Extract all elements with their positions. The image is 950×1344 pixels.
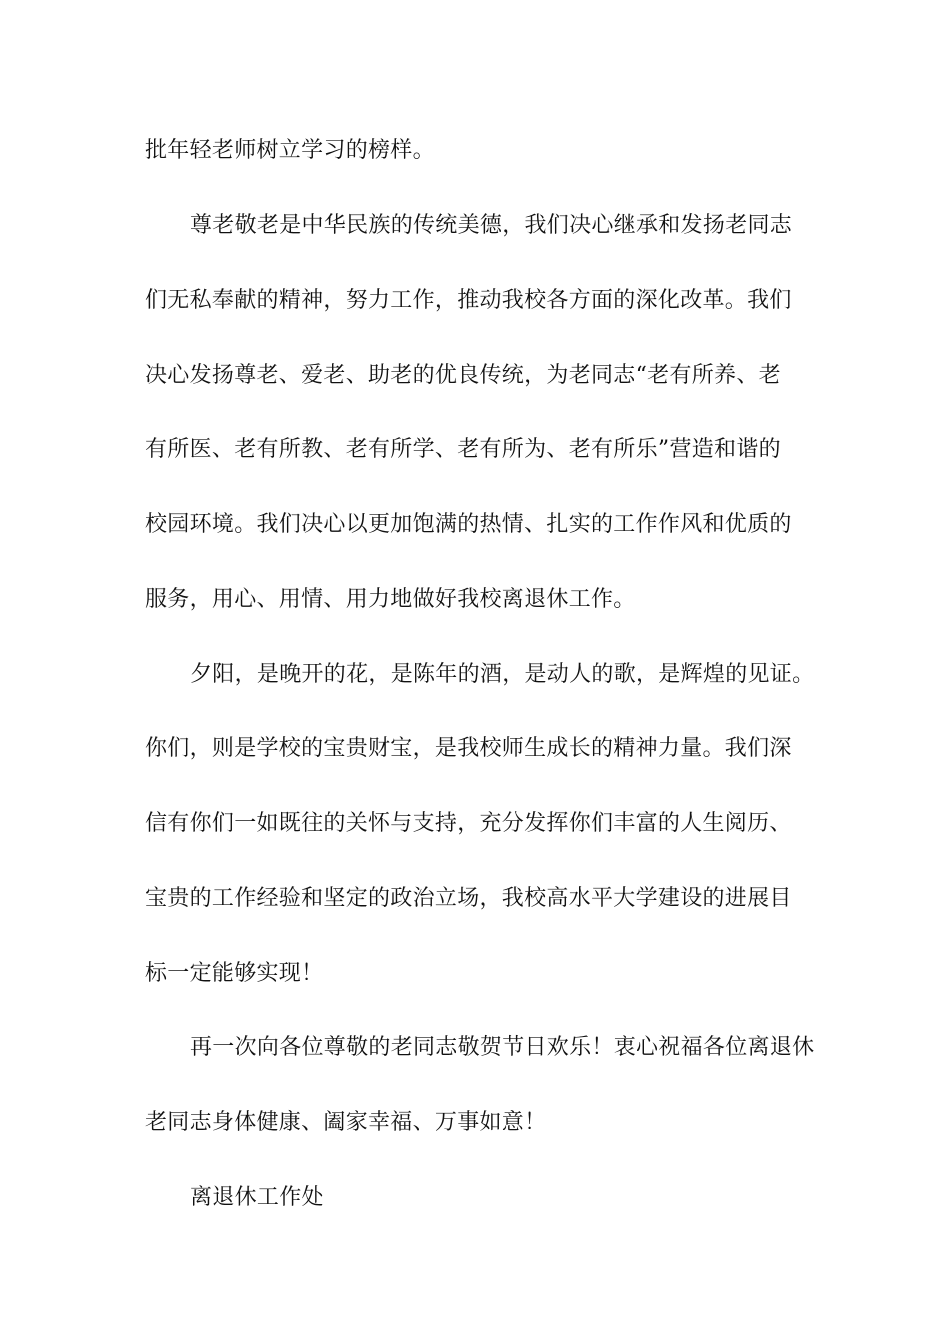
text-line-2: 尊老敬老是中华民族的传统美德，我们决心继承和发扬老同志 xyxy=(190,213,793,238)
text-line-5: 有所医、老有所教、老有所学、老有所为、老有所乐”营造和谐的 xyxy=(145,437,781,462)
text-line-11: 宝贵的工作经验和坚定的政治立场，我校高水平大学建设的进展目 xyxy=(145,886,792,911)
text-line-6: 校园环境。我们决心以更加饱满的热情、扎实的工作作风和优质的 xyxy=(145,512,792,537)
text-line-13: 再一次向各位尊敬的老同志敬贺节日欢乐！衷心祝福各位离退休 xyxy=(190,1035,815,1060)
text-line-8: 夕阳，是晚开的花，是陈年的酒，是动人的歌，是辉煌的见证。 xyxy=(190,662,815,687)
text-line-10: 信有你们一如既往的关怀与支持，充分发挥你们丰富的人生阅历、 xyxy=(145,811,792,836)
text-line-1: 批年轻老师树立学习的榜样。 xyxy=(145,138,435,163)
signature-line: 离退休工作处 xyxy=(190,1185,324,1210)
text-line-7: 服务，用心、用情、用力地做好我校离退休工作。 xyxy=(145,587,636,612)
text-line-12: 标一定能够实现！ xyxy=(145,961,324,986)
text-line-3: 们无私奉献的精神，努力工作，推动我校各方面的深化改革。我们 xyxy=(145,288,792,313)
text-line-9: 你们，则是学校的宝贵财宝，是我校师生成长的精神力量。我们深 xyxy=(145,736,792,761)
text-line-4: 决心发扬尊老、爱老、助老的优良传统，为老同志“老有所养、老 xyxy=(145,363,781,388)
text-line-14: 老同志身体健康、阖家幸福、万事如意！ xyxy=(145,1110,547,1135)
